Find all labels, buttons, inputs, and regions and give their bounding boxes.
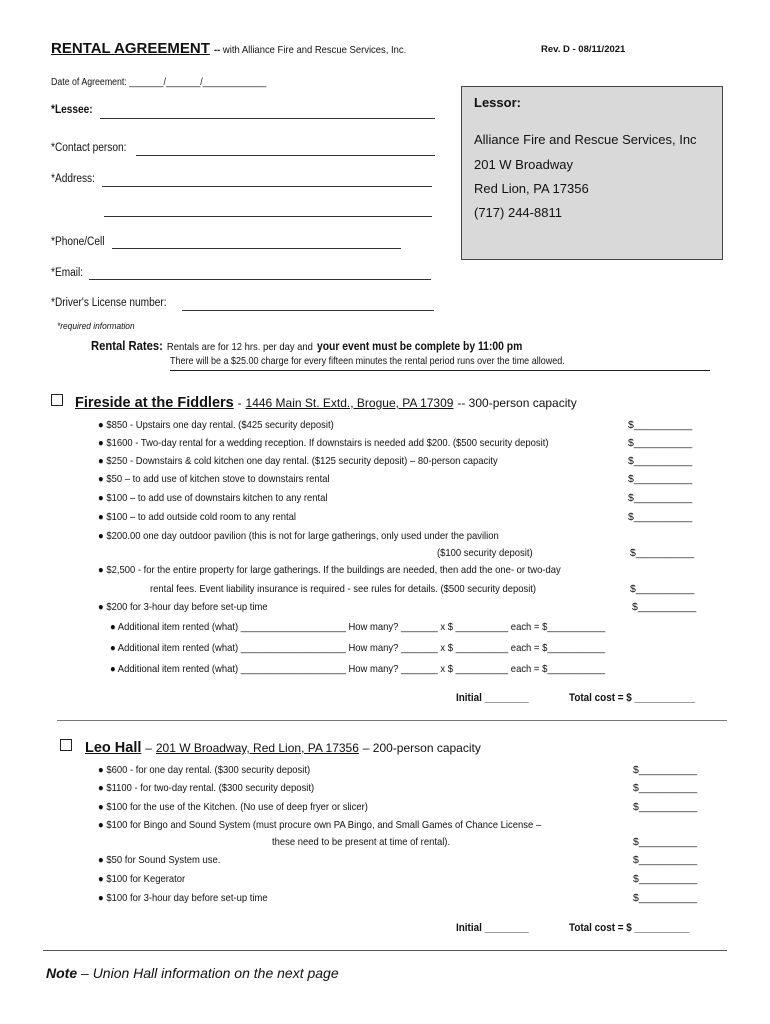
amount-blank[interactable]: $__________ bbox=[633, 854, 698, 866]
title-suffix-text: with Alliance Fire and Rescue Services, Inc. bbox=[220, 44, 407, 56]
amount-blank[interactable]: $__________ bbox=[628, 455, 693, 467]
amount-blank[interactable]: $__________ bbox=[633, 764, 698, 776]
leo-initial[interactable]: Initial ________ bbox=[456, 922, 529, 934]
additional-item-row[interactable]: ● Additional item rented (what) ____________________ How many? _______ x $ __________ each = $___________ bbox=[110, 663, 606, 675]
email-input-line[interactable] bbox=[89, 279, 431, 280]
fiddlers-item: ● $200 for 3-hour day before set-up time bbox=[98, 601, 268, 613]
note-label: Note bbox=[46, 965, 78, 981]
amount-blank[interactable]: $__________ bbox=[628, 473, 693, 485]
lessor-box bbox=[461, 86, 723, 260]
address-field bbox=[51, 173, 95, 185]
footer-divider bbox=[43, 950, 727, 951]
note-text: – Union Hall information on the next page bbox=[77, 965, 339, 981]
amount-blank[interactable]: $__________ bbox=[633, 836, 698, 848]
additional-item-row[interactable]: ● Additional item rented (what) ____________________ How many? _______ x $ __________ each = $___________ bbox=[110, 642, 606, 654]
leo-item: ● $600 - for one day rental. ($300 security deposit) bbox=[98, 764, 311, 776]
additional-item-row[interactable]: ● Additional item rented (what) ____________________ How many? _______ x $ __________ each = $___________ bbox=[110, 621, 606, 633]
fiddlers-heading: Fireside at the Fiddlers - 1446 Main St. Extd., Brogue, PA 17309 -- 300-person capacity bbox=[75, 395, 577, 411]
fiddlers-total[interactable]: Total cost = $ ___________ bbox=[569, 692, 696, 704]
rates-underline bbox=[170, 370, 710, 371]
lessor-name: Alliance Fire and Rescue Services, Inc bbox=[474, 132, 697, 147]
section-divider bbox=[57, 720, 727, 721]
rates-text: Rentals are for 12 hrs. per day and bbox=[166, 341, 313, 353]
rates-label: Rental Rates: bbox=[91, 339, 163, 353]
lessor-heading: Lessor: bbox=[474, 95, 521, 110]
leo-hall-capacity: – 200-person capacity bbox=[362, 741, 481, 755]
amount-blank[interactable]: $__________ bbox=[633, 801, 698, 813]
fiddlers-initial[interactable]: Initial ________ bbox=[456, 692, 529, 704]
fiddlers-item: ● $850 - Upstairs one day rental. ($425 security deposit) bbox=[98, 419, 334, 431]
fiddlers-item: rental fees. Event liability insurance is required - see rules for details. ($500 security deposit) bbox=[150, 583, 537, 595]
lessee-label: *Lessee: bbox=[51, 104, 93, 116]
contact-label: *Contact person: bbox=[51, 142, 127, 154]
fiddlers-item: ● $250 - Downstairs & cold kitchen one day rental. ($125 security deposit) – 80-person capacity bbox=[98, 455, 498, 467]
amount-blank[interactable]: $__________ bbox=[628, 437, 693, 449]
fiddlers-item: ● $2,500 - for the entire property for large gatherings. If the buildings are needed, then add the one- or two-day bbox=[98, 564, 561, 576]
amount-blank[interactable]: $__________ bbox=[630, 547, 695, 559]
leo-item: ● $100 for Kegerator bbox=[98, 873, 186, 885]
required-note: *required information bbox=[57, 321, 135, 332]
lessee-field bbox=[51, 104, 93, 116]
license-field bbox=[51, 297, 167, 309]
title-suffix bbox=[214, 44, 406, 56]
date-blank[interactable]: _______/_______/_____________ bbox=[129, 77, 267, 88]
lessor-phone: (717) 244-8811 bbox=[474, 205, 562, 220]
fiddlers-item: ($100 security deposit) bbox=[437, 547, 533, 559]
leo-item: ● $100 for 3-hour day before set-up time bbox=[98, 892, 268, 904]
rates-bold-text: your event must be complete by 11:00 pm bbox=[316, 341, 523, 353]
revision: Rev. D - 08/11/2021 bbox=[541, 44, 626, 55]
lessor-street: 201 W Broadway bbox=[474, 157, 573, 172]
lessee-input-line[interactable] bbox=[100, 118, 435, 119]
amount-blank[interactable]: $__________ bbox=[633, 782, 698, 794]
email-label: *Email: bbox=[51, 267, 84, 279]
email-field bbox=[51, 267, 83, 279]
fiddlers-checkbox[interactable] bbox=[51, 394, 63, 406]
fiddlers-address: 1446 Main St. Extd., Brogue, PA 17309 bbox=[245, 396, 454, 410]
amount-blank[interactable]: $__________ bbox=[630, 583, 695, 595]
document-title: RENTAL AGREEMENT bbox=[51, 40, 210, 57]
license-label: *Driver's License number: bbox=[51, 297, 167, 309]
lessor-city: Red Lion, PA 17356 bbox=[474, 181, 589, 196]
leo-item: these need to be present at time of rental). bbox=[272, 836, 451, 848]
fiddlers-item: ● $50 – to add use of kitchen stove to downstairs rental bbox=[98, 473, 330, 485]
address-input-line-1[interactable] bbox=[102, 186, 432, 187]
leo-hall-checkbox[interactable] bbox=[60, 739, 72, 751]
date-of-agreement bbox=[51, 77, 266, 88]
amount-blank[interactable]: $__________ bbox=[633, 892, 698, 904]
fiddlers-item: ● $1600 - Two-day rental for a wedding reception. If downstairs is needed add $200. ($500 security deposit) bbox=[98, 437, 549, 449]
contact-input-line[interactable] bbox=[136, 155, 435, 156]
rental-rates bbox=[91, 337, 522, 355]
phone-input-line[interactable] bbox=[112, 248, 401, 249]
leo-total[interactable]: Total cost = $ __________ bbox=[569, 922, 690, 934]
leo-item: ● $100 for the use of the Kitchen. (No use of deep fryer or slicer) bbox=[98, 801, 368, 813]
leo-hall-heading bbox=[85, 739, 481, 756]
phone-label: *Phone/Cell bbox=[51, 236, 105, 248]
fiddlers-item: ● $100 – to add use of downstairs kitchen to any rental bbox=[98, 492, 328, 504]
date-label: Date of Agreement: bbox=[51, 77, 127, 88]
amount-blank[interactable]: $__________ bbox=[632, 601, 697, 613]
leo-hall-name: Leo Hall bbox=[85, 740, 142, 756]
fiddlers-capacity: -- 300-person capacity bbox=[457, 396, 577, 410]
title-block bbox=[51, 40, 428, 58]
amount-blank[interactable]: $__________ bbox=[628, 419, 693, 431]
leo-item: ● $50 for Sound System use. bbox=[98, 854, 221, 866]
license-input-line[interactable] bbox=[182, 310, 434, 311]
amount-blank[interactable]: $__________ bbox=[628, 511, 693, 523]
address-input-line-2[interactable] bbox=[104, 216, 432, 217]
leo-item: ● $100 for Bingo and Sound System (must procure own PA Bingo, and Small Games of Chance License – bbox=[98, 819, 542, 831]
amount-blank[interactable]: $__________ bbox=[628, 492, 693, 504]
address-label: *Address: bbox=[51, 173, 95, 185]
fiddlers-item: ● $100 – to add outside cold room to any rental bbox=[98, 511, 296, 523]
footer-note bbox=[46, 965, 339, 981]
leo-hall-dash: – bbox=[145, 741, 152, 755]
contact-field bbox=[51, 142, 126, 154]
overtime-charge: There will be a $25.00 charge for every fifteen minutes the rental period runs over the time allowed. bbox=[170, 356, 565, 367]
phone-field bbox=[51, 236, 104, 248]
leo-item: ● $1100 - for two-day rental. ($300 security deposit) bbox=[98, 782, 315, 794]
fiddlers-name: Fireside at the Fiddlers bbox=[75, 395, 234, 411]
title-suffix-dash: -- bbox=[214, 44, 221, 56]
fiddlers-item: ● $200.00 one day outdoor pavilion (this is not for large gatherings, only used under the pavilion bbox=[98, 530, 499, 542]
leo-hall-address: 201 W Broadway, Red Lion, PA 17356 bbox=[155, 741, 359, 755]
amount-blank[interactable]: $__________ bbox=[633, 873, 698, 885]
